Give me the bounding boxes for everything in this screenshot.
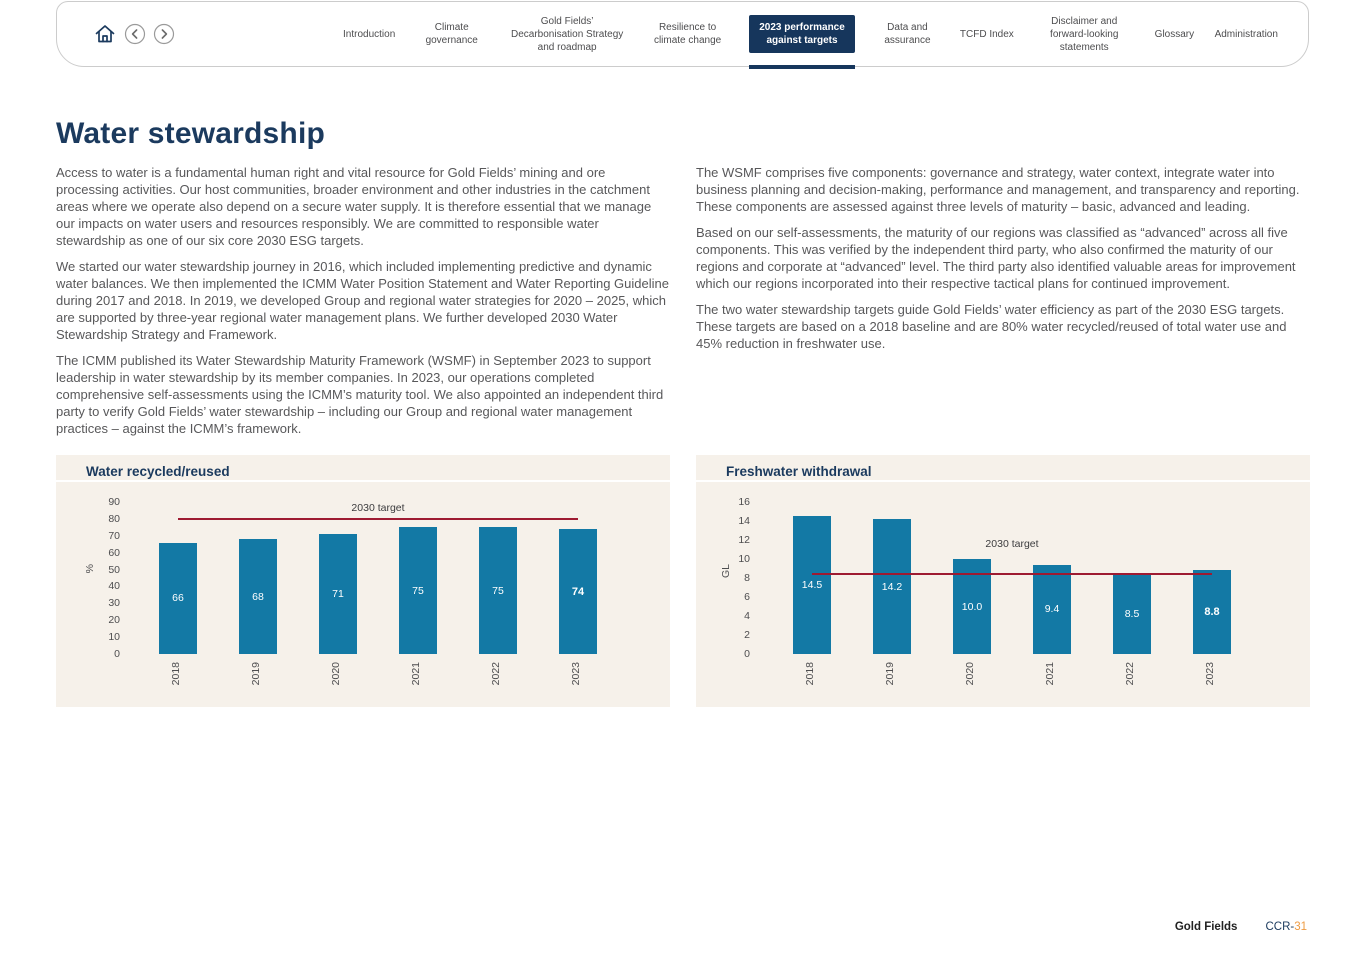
target-label: 2030 target xyxy=(351,501,405,514)
nav-tab-decarbonisation-strategy[interactable]: Gold Fields’ Decarbonisation Strategy and roadmap xyxy=(510,15,624,53)
top-navigation-bar xyxy=(56,1,1309,67)
y-axis-unit-label: % xyxy=(84,564,96,574)
bar-2023: 8.8 xyxy=(1193,570,1231,654)
nav-tab-data-assurance[interactable]: Data and assurance xyxy=(884,22,931,46)
target-line xyxy=(178,518,578,520)
nav-tabs xyxy=(343,15,1278,54)
bar-2019: 68 xyxy=(239,539,277,654)
page-number-prefix: CCR- xyxy=(1265,921,1295,933)
y-axis-tick-label: 90 xyxy=(108,496,120,508)
nav-tab-introduction[interactable]: Introduction xyxy=(343,28,396,40)
x-axis-label: 2020 xyxy=(330,662,342,686)
bar-2018: 14.5 xyxy=(793,516,831,654)
y-axis-tick-label: 16 xyxy=(738,496,750,508)
bar-2020: 71 xyxy=(319,534,357,654)
y-axis-tick-label: 0 xyxy=(744,648,750,660)
x-axis-label: 2019 xyxy=(250,662,262,686)
x-axis-label: 2020 xyxy=(964,662,976,686)
y-axis-tick-label: 30 xyxy=(108,597,120,610)
nav-tab-tcfd-index[interactable]: TCFD Index xyxy=(959,28,1014,40)
body-column-left xyxy=(56,164,670,446)
paragraph: Access to water is a fundamental human right and vital resource for Gold Fields’ mining and ore processing activities. Our host communities, broader environment and other industries in the catchment areas where we operate also depend on a secure water supply. It is therefore essential that we manage our impacts on water users and resources responsibly. We are committed to responsible water stewardship as one of our six core 2030 ESG targets. xyxy=(56,165,652,248)
x-axis-label: 2023 xyxy=(570,662,582,686)
y-axis-tick-label: 20 xyxy=(108,614,120,627)
x-axis-label: 2018 xyxy=(804,662,816,686)
y-axis-tick-label: 12 xyxy=(738,534,750,546)
nav-tab-glossary[interactable]: Glossary xyxy=(1154,28,1195,40)
y-axis-tick-label: 10 xyxy=(738,553,750,565)
bar-2021: 9.4 xyxy=(1033,565,1071,654)
page-number xyxy=(1265,921,1307,933)
bar-2022: 8.5 xyxy=(1113,573,1151,654)
x-axis-label: 2022 xyxy=(1124,662,1136,686)
bar-2023: 74 xyxy=(559,529,597,654)
back-icon[interactable] xyxy=(124,23,146,45)
y-axis-tick-label: 2 xyxy=(744,629,750,641)
bar-2020: 10.0 xyxy=(953,559,991,654)
page-title: Water stewardship xyxy=(56,117,326,151)
y-axis-tick-label: 6 xyxy=(744,591,750,603)
y-axis-tick-label: 14 xyxy=(738,515,750,527)
y-axis-tick-label: 70 xyxy=(108,529,120,542)
chart-freshwater-withdrawal xyxy=(696,455,1310,707)
y-axis-tick-label: 40 xyxy=(108,580,120,593)
paragraph: The two water stewardship targets guide Gold Fields’ water efficiency as part of the 2030 ESG targets. These targets are based on a 2018 baseline and are 80% water recycled/reused of total water use and 45% reduction in freshwater use. xyxy=(696,302,1287,351)
target-line xyxy=(812,573,1212,575)
paragraph: The WSMF comprises five components: governance and strategy, water context, integrate water into business planning and decision-making, performance and management, and transparency and reporting. These components are assessed against three levels of maturity – basic, advanced and leading. xyxy=(696,165,1300,214)
nav-tab-administration[interactable]: Administration xyxy=(1214,28,1278,40)
home-icon[interactable] xyxy=(93,22,117,46)
paragraph: We started our water stewardship journey in 2016, which included implementing predictive and dynamic water balances. We then implemented the ICMM Water Position Statement and Water Reporting Guideline during 2017 and 2018. In 2019, we developed Group and regional water strategies for 2020 – 2025, which are supported by three-year regional water management plans. We further developed 2030 Water Stewardship Strategy and Framework. xyxy=(56,259,669,342)
y-axis-tick-label: 8 xyxy=(744,572,750,584)
nav-tab-2023-performance[interactable]: 2023 performance against targets xyxy=(749,15,855,53)
paragraph: Based on our self-assessments, the maturity of our regions was classified as “advanced” across all five components. This was verified by the independent third party, who also confirmed the maturity of our regions and corporate at “advanced” level. The third party also identified valuable areas for improvement which our regions incorporated into their respective tactical plans for continued improvement. xyxy=(696,225,1296,291)
x-axis-label: 2018 xyxy=(170,662,182,686)
paragraph: The ICMM published its Water Stewardship Maturity Framework (WSMF) in September 2023 to support leadership in water stewardship by its member companies. In 2023, our operations completed comprehensive self-assessments using the ICMM’s maturity tool. We also appointed an independent third party to verify Gold Fields’ water stewardship – including our Group and regional water management practices – against the ICMM’s framework. xyxy=(56,353,664,436)
brand-name: Gold Fields xyxy=(1174,921,1238,933)
bar-2022: 75 xyxy=(479,527,517,654)
x-axis-label: 2022 xyxy=(490,662,502,686)
y-axis-tick-label: 80 xyxy=(108,512,120,525)
y-axis-tick-label: 10 xyxy=(108,631,120,644)
y-axis-tick-label: 50 xyxy=(108,563,120,576)
bar-2019: 14.2 xyxy=(873,519,911,654)
page-number-value: 31 xyxy=(1294,921,1307,933)
x-axis-label: 2023 xyxy=(1204,662,1216,686)
y-axis-tick-label: 4 xyxy=(744,610,750,622)
chart-title: Freshwater withdrawal xyxy=(726,464,872,479)
target-label: 2030 target xyxy=(985,538,1039,551)
bar-2021: 75 xyxy=(399,527,437,654)
y-axis-unit-label: GL xyxy=(720,564,732,579)
chart-title: Water recycled/reused xyxy=(86,464,230,479)
x-axis-label: 2021 xyxy=(1044,662,1056,686)
x-axis-label: 2021 xyxy=(410,662,422,686)
forward-icon[interactable] xyxy=(153,23,175,45)
nav-tab-disclaimer[interactable]: Disclaimer and forward-looking statements xyxy=(1050,15,1119,53)
chart-water-recycled xyxy=(56,455,670,707)
x-axis-label: 2019 xyxy=(884,662,896,686)
bar-2018: 66 xyxy=(159,543,197,654)
nav-tab-resilience-climate-change[interactable]: Resilience to climate change xyxy=(653,22,722,46)
page-footer xyxy=(1175,921,1307,933)
body-column-right xyxy=(696,164,1310,361)
y-axis-tick-label: 60 xyxy=(108,546,120,559)
y-axis-tick-label: 0 xyxy=(114,648,120,660)
nav-controls xyxy=(93,22,175,46)
nav-tab-climate-governance[interactable]: Climate governance xyxy=(425,22,478,46)
